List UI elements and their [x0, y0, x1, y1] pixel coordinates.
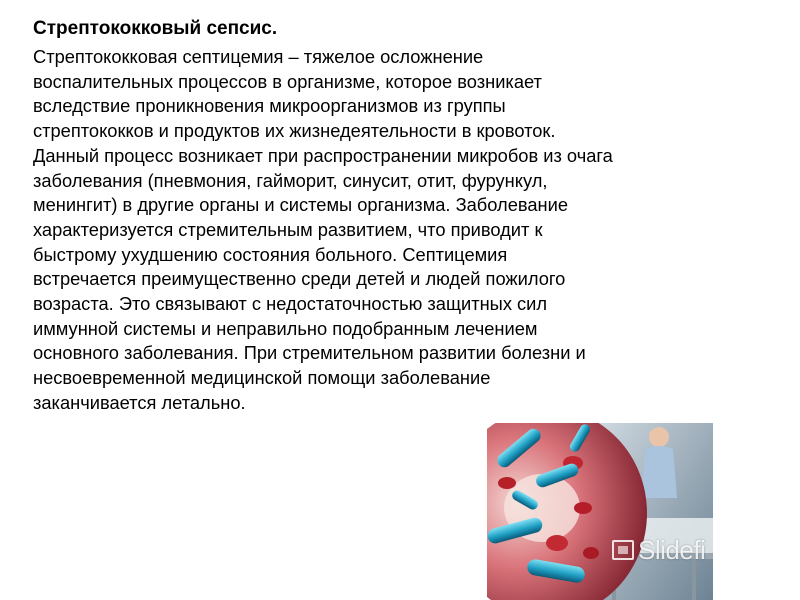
illustration-svg: [487, 423, 713, 600]
watermark: [612, 535, 705, 565]
nurse-body: [641, 446, 677, 498]
blood-cell: [583, 547, 599, 559]
body-line-15: заканчивается летально.: [33, 391, 246, 413]
slide-body: [33, 45, 763, 416]
body-line-5: Данный процесс возникает при распространении микробов из очага: [33, 144, 613, 166]
blood-cell: [546, 535, 568, 551]
sepsis-illustration: [487, 423, 713, 600]
body-line-9: быстрому ухудшению состояния больного. Септицемия: [33, 243, 508, 265]
body-line-7: менингит) в другие органы и системы организма. Заболевание: [33, 194, 569, 216]
body-line-13: основного заболевания. При стремительном развитии болезни и: [33, 342, 586, 364]
body-line-12: иммунной системы и неправильно подобранным лечением: [33, 317, 538, 339]
body-line-14: несвоевременной медицинской помощи заболевание: [33, 367, 491, 389]
watermark-text: Slidefi: [638, 534, 706, 565]
body-line-8: характеризуется стремительным развитием, что приводит к: [33, 218, 543, 240]
body-line-2: воспалительных процессов в организме, которое возникает: [33, 70, 542, 92]
body-line-3: вследствие проникновения микроорганизмов из группы: [33, 95, 506, 117]
blood-cell: [574, 502, 592, 514]
body-line-1: Стрептококковая септицемия – тяжелое осложнение: [33, 46, 484, 67]
slide-title: Стрептококковый сепсис.: [33, 18, 278, 39]
presentation-screen-icon: [612, 540, 634, 560]
body-line-10: встречается преимущественно среди детей и людей пожилого: [33, 268, 566, 290]
slide-text-block: [33, 16, 763, 416]
body-line-11: возраста. Это связывают с недостаточностью защитных сил: [33, 293, 548, 315]
body-line-4: стрептококков и продуктов их жизнедеятельности в кровоток.: [33, 120, 556, 142]
blood-cell: [498, 477, 516, 489]
nurse-head: [649, 427, 669, 447]
body-line-6: заболевания (пневмония, гайморит, синусит, отит, фурункул,: [33, 169, 548, 191]
